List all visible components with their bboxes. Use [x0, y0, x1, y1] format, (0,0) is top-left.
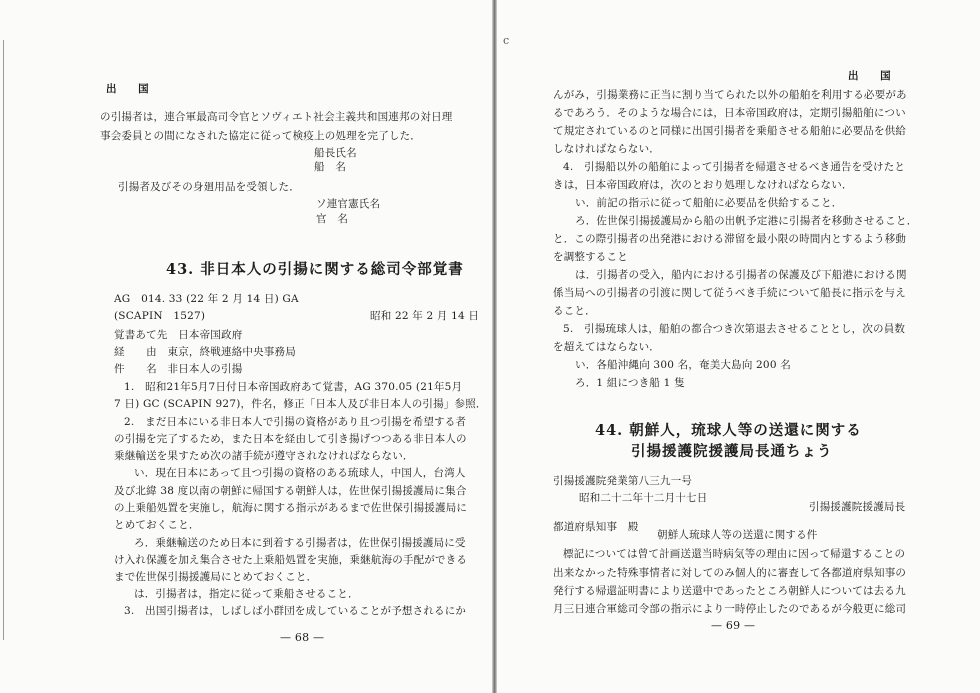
notice-date: 昭和二十二年十二月十七日 [579, 492, 708, 504]
body-line: 1. 昭和21年5月7日付日本帝国政府あて覚書，AG 370.05 (21年5月 [124, 381, 463, 393]
body-line: の上乗船処置を実施し，航海に関する指示があるまで佐世保引揚援護局に [114, 502, 468, 514]
official-name-label: ソ連官憲氏名 [316, 198, 381, 210]
body-line: 発行する帰還証明書により送還中であったところ朝鮮人については去る九 [553, 585, 906, 597]
right-page [497, 0, 980, 693]
page-header: 出 国 [848, 70, 891, 82]
memo-via: 経 由 東京，終戦連絡中央事務局 [114, 346, 296, 358]
text-line: の引揚者は，連合軍最高司令官とソヴィエト社会主義共和国連邦の対日理 [100, 111, 453, 123]
rank-label: 官 名 [316, 213, 349, 225]
text-line: 係当局への引揚者の引渡に関して従うべき手続について船長に指示を与え [553, 287, 906, 299]
section-heading [595, 424, 862, 438]
text-line: しなければならない． [553, 143, 660, 155]
text-line: い．各船沖縄向 300 名，奄美大島向 200 名 [575, 359, 791, 371]
body-line: とめておくこと． [114, 519, 200, 531]
captain-name-label: 船長氏名 [314, 147, 357, 159]
body-line: 出来なかった特殊事情者に対してのみ個人的に審査して各都道府県知事の [553, 567, 907, 579]
text-line: ろ．1 組につき船 1 隻 [575, 377, 685, 389]
text-line: ろ．佐世保引揚援護局から船の出帆予定港に引揚者を移動させること． [575, 215, 918, 227]
section-title-line2: 引揚援護院援護局長通ちょう [631, 443, 833, 460]
page-header: 出 国 [106, 83, 149, 95]
section-title-line1: 朝鮮人，琉球人等の送還に関する [629, 422, 862, 439]
text-line: い．前記の指示に従って船舶に必要品を供給すること． [575, 197, 843, 209]
body-line: 標記については曾て計画送還当時病気等の理由に因って帰還することの [563, 548, 906, 560]
text-line: んがみ，引揚業務に正当に割り当てられた以外の船舶を利用する必要があ [553, 89, 907, 101]
notice-ref: 引揚援護院発業第八三九一号 [553, 475, 693, 487]
body-line: 7 日) GC (SCAPIN 927)，件名，修正「日本人及び非日本人の引揚」参照． [114, 398, 487, 410]
text-line: と．この際引揚者の出発港における滞留を最小限の時間内とするよう移動 [553, 233, 907, 245]
text-line: るであろう．そのような場合には，日本帝国政府は，定期引揚船舶につい [553, 107, 906, 119]
body-line: 乗継輸送を果すため次の諸手続が遵守されなければならない． [114, 450, 414, 462]
notice-to: 都道府県知事 殿 [553, 521, 639, 533]
memo-subject: 件 名 非日本人の引揚 [114, 363, 243, 375]
body-line: まで佐世保引揚援護局にとめておくこと． [114, 571, 318, 583]
body-line: は．引揚者は，指定に従って乗船させること． [134, 588, 359, 600]
text-line: ること． [553, 305, 596, 317]
text-line: て規定されているのと同様に出国引揚者を乗船させる船舶に必要品を供給 [553, 125, 907, 137]
body-line: の引揚を完了するため，また日本を経由して引き揚げつつある非日本人の [114, 433, 467, 445]
section-number: 43. [166, 261, 195, 278]
margin-mark: c [503, 34, 510, 47]
text-line: を超えてはならない． [553, 341, 660, 353]
ship-name-label: 船 名 [314, 161, 347, 173]
section-number: 44. [595, 422, 624, 439]
left-page-edge [3, 40, 4, 640]
body-line: い．現在日本にあって且つ引揚の資格のある琉球人，中国人，台湾人 [134, 467, 466, 479]
body-line: 及び北緯 38 度以南の朝鮮に帰国する朝鮮人は，佐世保引揚援護局に集合 [114, 485, 467, 497]
text-line: を調整すること [553, 251, 628, 263]
section-heading [166, 263, 464, 277]
text-line: 4. 引揚船以外の船舶によって引揚者を帰還させるべき通告を受けたと [563, 161, 906, 173]
text-line: は．引揚者の受入，船内における引揚者の保護及び下船港における関 [575, 269, 907, 281]
memo-date: 昭和 22 年 2 月 14 日 [370, 310, 480, 322]
body-line: 月三日連合軍総司令部の指示により一時停止したのであるが今般更に総司 [553, 603, 907, 615]
section-title: 非日本人の引揚に関する総司令部覚書 [200, 261, 464, 278]
page-number: — 68 — [280, 631, 325, 644]
memo-to: 覚書あて先 日本帝国政府 [114, 329, 243, 341]
memo-ref-scapin: (SCAPIN 1527) [114, 310, 206, 322]
page-number: — 69 — [711, 619, 756, 632]
text-line: 5. 引揚琉球人は，船舶の都合つき次第退去させることとし，次の員数 [563, 323, 906, 335]
notice-from: 引揚援護院援護局長 [809, 501, 906, 513]
body-line: 2. まだ日本にいる非日本人で引揚の資格があり且つ引揚を希望する者 [124, 416, 467, 428]
body-line: け入れ保護を加え集合させた上乗船処置を実施，乗継航海の手配ができる [114, 554, 468, 566]
receipt-line: 引揚者及びその身廻用品を受領した． [118, 181, 300, 193]
notice-subject: 朝鮮人琉球人等の送還に関する件 [657, 529, 818, 541]
body-line: 3. 出国引揚者は，しばしば小群団を成していることが予想されるにか [124, 605, 467, 617]
memo-ref-ag: AG 014. 33 (22 年 2 月 14 日) GA [114, 293, 299, 305]
text-line: 事会委員との間になされた協定に従って検疫上の処理を完了した． [100, 130, 421, 142]
body-line: ろ．乗継輸送のため日本に到着する引揚者は，佐世保引揚援護局に受 [134, 537, 466, 549]
text-line: きは，日本帝国政府は，次のとおり処理しなければならない． [553, 179, 853, 191]
